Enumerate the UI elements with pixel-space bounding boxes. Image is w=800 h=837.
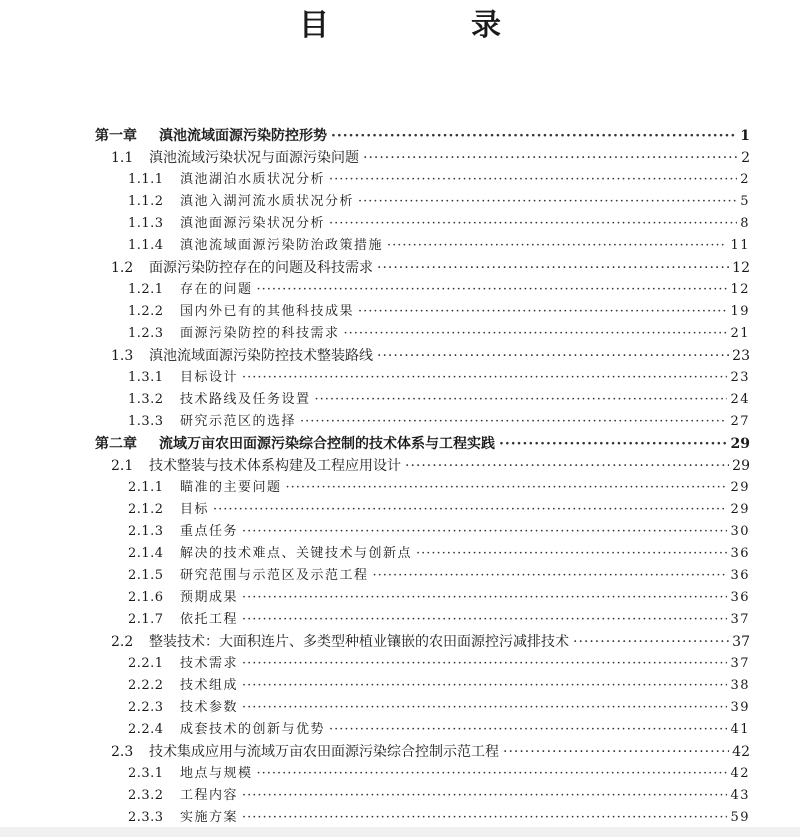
toc-entry-number: 2.2.4 xyxy=(128,722,164,737)
toc-entry-number: 1.2.2 xyxy=(128,304,164,319)
toc-entry-page: 29 xyxy=(732,458,750,474)
toc-entry-number: 1.2 xyxy=(111,260,134,276)
toc-entry-title: 技术需求 xyxy=(180,656,239,671)
toc-entry-title: 滇池流域污染状况与面源污染问题 xyxy=(149,150,359,166)
toc-entry-page: 27 xyxy=(730,414,750,429)
page-title: 目 录 xyxy=(299,8,557,43)
toc-entry-title: 解决的技术难点、关键技术与创新点 xyxy=(180,546,413,561)
toc-entry-page: 12 xyxy=(732,260,750,276)
toc-entry-title: 研究示范区的选择 xyxy=(180,414,297,429)
toc-leader-dots xyxy=(329,721,727,739)
toc-entry[interactable] xyxy=(128,189,750,211)
toc-entry-page: 59 xyxy=(730,810,750,825)
toc-entry-page: 29 xyxy=(730,436,750,452)
toc-leader-dots xyxy=(242,787,727,805)
toc-entry-title: 国内外已有的其他科技成果 xyxy=(180,304,355,319)
toc-entry-page: 8 xyxy=(740,216,750,231)
toc-entry-title: 瞄准的主要问题 xyxy=(180,480,282,495)
toc-entry[interactable] xyxy=(95,431,750,453)
toc-entry-number: 1.1.3 xyxy=(128,216,164,231)
toc-leader-dots xyxy=(242,589,727,607)
toc-entry[interactable] xyxy=(128,211,750,233)
toc-entry-number: 2.1.6 xyxy=(128,590,164,605)
toc-entry[interactable] xyxy=(128,717,750,739)
toc-entry-number: 1.3.2 xyxy=(128,392,164,407)
toc-entry-title: 工程内容 xyxy=(180,788,239,803)
toc-leader-dots xyxy=(503,743,729,761)
toc-entry-title: 整装技术：大面积连片、多类型种植业镶嵌的农田面源控污减排技术 xyxy=(149,634,569,650)
toc-entry-number: 第二章 xyxy=(95,436,137,452)
toc-entry-page: 42 xyxy=(730,766,750,781)
toc-leader-dots xyxy=(242,677,727,695)
toc-entry[interactable] xyxy=(128,695,750,717)
toc-entry[interactable] xyxy=(128,783,750,805)
toc-entry-page: 37 xyxy=(732,634,750,650)
toc-entry-number: 2.2.1 xyxy=(128,656,164,671)
toc-entry-page: 5 xyxy=(740,194,750,209)
toc-entry-number: 1.2.3 xyxy=(128,326,164,341)
toc-entry[interactable] xyxy=(128,541,750,563)
toc-entry-title: 滇池面源污染状况分析 xyxy=(180,216,326,231)
toc-entry[interactable] xyxy=(128,563,750,585)
viewer-bottom-bar xyxy=(0,827,800,837)
toc-entry-number: 1.1.1 xyxy=(128,172,164,187)
toc-entry-page: 37 xyxy=(730,612,750,627)
toc-entry[interactable] xyxy=(128,299,750,321)
toc-leader-dots xyxy=(242,611,727,629)
toc-entry-number: 2.1.5 xyxy=(128,568,164,583)
toc-entry-title: 技术参数 xyxy=(180,700,239,715)
toc-entry-number: 2.1.2 xyxy=(128,502,164,517)
toc-entry[interactable] xyxy=(128,607,750,629)
toc-leader-dots xyxy=(416,545,727,563)
toc-entry-page: 36 xyxy=(730,546,750,561)
toc-entry-number: 2.1.4 xyxy=(128,546,164,561)
toc-entry-title: 面源污染防控的科技需求 xyxy=(180,326,340,341)
toc-entry-number: 1.1.2 xyxy=(128,194,164,209)
toc-entry-title: 技术组成 xyxy=(180,678,239,693)
toc-entry-number: 2.3.3 xyxy=(128,810,164,825)
toc-leader-dots xyxy=(377,259,729,277)
toc-entry-title: 流域万亩农田面源污染综合控制的技术体系与工程实践 xyxy=(159,436,495,452)
toc-entry[interactable] xyxy=(128,673,750,695)
toc-entry[interactable] xyxy=(128,321,750,343)
toc-leader-dots xyxy=(377,347,729,365)
toc-leader-dots xyxy=(573,633,729,651)
toc-leader-dots xyxy=(286,479,728,497)
toc-entry-title: 成套技术的创新与优势 xyxy=(180,722,326,737)
toc-leader-dots xyxy=(405,457,729,475)
toc-entry-page: 19 xyxy=(730,304,750,319)
toc-entry[interactable] xyxy=(128,277,750,299)
toc-entry[interactable] xyxy=(95,123,750,145)
toc-entry[interactable] xyxy=(128,233,750,255)
toc-leader-dots xyxy=(358,303,727,321)
toc-entry-page: 23 xyxy=(732,348,750,364)
toc-entry-title: 技术整装与技术体系构建及工程应用设计 xyxy=(149,458,401,474)
toc-leader-dots xyxy=(242,523,727,541)
toc-entry-title: 实施方案 xyxy=(180,810,239,825)
toc-entry-number: 1.1.4 xyxy=(128,238,164,253)
toc-entry-number: 2.3.1 xyxy=(128,766,164,781)
toc-entry-title: 滇池流域面源污染防控技术整装路线 xyxy=(149,348,373,364)
toc-entry-page: 41 xyxy=(730,722,750,737)
toc-entry-title: 滇池入湖河流水质状况分析 xyxy=(180,194,355,209)
toc-entry-number: 第一章 xyxy=(95,128,137,144)
toc-entry-number: 2.2.3 xyxy=(128,700,164,715)
toc-entry-number: 1.3.3 xyxy=(128,414,164,429)
toc-entry-page: 29 xyxy=(730,480,750,495)
toc-entry-title: 技术路线及任务设置 xyxy=(180,392,311,407)
toc-leader-dots xyxy=(242,809,727,827)
toc-entry-number: 2.3.2 xyxy=(128,788,164,803)
toc-entry[interactable] xyxy=(111,255,750,277)
toc-entry-number: 2.1 xyxy=(111,458,134,474)
toc-entry-number: 1.1 xyxy=(111,150,134,166)
toc-entry-page: 2 xyxy=(741,150,750,166)
toc-entry-page: 2 xyxy=(740,172,750,187)
toc-entry-number: 2.3 xyxy=(111,744,134,760)
toc-entry-title: 预期成果 xyxy=(180,590,239,605)
toc-entry[interactable] xyxy=(128,805,750,827)
toc-entry[interactable] xyxy=(128,167,750,189)
toc-entry-page: 36 xyxy=(730,568,750,583)
toc-entry[interactable] xyxy=(111,453,750,475)
toc-leader-dots xyxy=(499,435,728,453)
toc-entry-title: 滇池湖泊水质状况分析 xyxy=(180,172,326,187)
toc-leader-dots xyxy=(257,281,728,299)
toc-entry-title: 依托工程 xyxy=(180,612,239,627)
toc-entry-title: 研究范围与示范区及示范工程 xyxy=(180,568,369,583)
toc-entry-page: 21 xyxy=(730,326,750,341)
toc-entry-page: 30 xyxy=(730,524,750,539)
toc-leader-dots xyxy=(387,237,727,255)
toc-entry[interactable] xyxy=(128,475,750,497)
toc-entry[interactable] xyxy=(128,365,750,387)
toc-entry-page: 36 xyxy=(730,590,750,605)
toc-leader-dots xyxy=(331,127,737,145)
toc-entry-number: 2.1.1 xyxy=(128,480,164,495)
toc-entry[interactable] xyxy=(111,739,750,761)
toc-entry-title: 存在的问题 xyxy=(180,282,253,297)
toc-leader-dots xyxy=(329,171,737,189)
toc-entry-number: 2.2.2 xyxy=(128,678,164,693)
toc-entry[interactable] xyxy=(111,145,750,167)
toc-entry[interactable] xyxy=(128,761,750,783)
toc-entry[interactable] xyxy=(128,585,750,607)
toc-leader-dots xyxy=(358,193,737,211)
toc-entry-title: 目标设计 xyxy=(180,370,239,385)
toc-entry-page: 39 xyxy=(730,700,750,715)
toc-entry[interactable] xyxy=(128,409,750,431)
toc-entry-title: 重点任务 xyxy=(180,524,239,539)
toc-entry[interactable] xyxy=(128,387,750,409)
toc-entry[interactable] xyxy=(111,629,750,651)
toc-leader-dots xyxy=(363,149,738,167)
toc-entry[interactable] xyxy=(128,651,750,673)
toc-leader-dots xyxy=(242,699,727,717)
toc-entry-number: 1.3 xyxy=(111,348,134,364)
toc-entry-page: 29 xyxy=(730,502,750,517)
toc-entry-page: 1 xyxy=(740,128,750,144)
toc-entry-page: 11 xyxy=(730,238,750,253)
toc-entry-title: 滇池流域面源污染防控形势 xyxy=(159,128,327,144)
toc-leader-dots xyxy=(344,325,728,343)
toc-entry-title: 目标 xyxy=(180,502,210,517)
toc-entry-number: 1.2.1 xyxy=(128,282,164,297)
toc-entry-page: 24 xyxy=(730,392,750,407)
toc-leader-dots xyxy=(315,391,728,409)
toc-entry-title: 面源污染防控存在的问题及科技需求 xyxy=(149,260,373,276)
toc-entry-number: 2.1.7 xyxy=(128,612,164,627)
toc-entry[interactable] xyxy=(111,343,750,365)
toc-entry-number: 2.1.3 xyxy=(128,524,164,539)
toc-entry-page: 42 xyxy=(732,744,750,760)
toc-leader-dots xyxy=(242,655,727,673)
toc-leader-dots xyxy=(213,501,727,519)
toc-entry-page: 23 xyxy=(730,370,750,385)
toc-leader-dots xyxy=(329,215,737,233)
toc-entry-page: 37 xyxy=(730,656,750,671)
toc-entry-number: 2.2 xyxy=(111,634,134,650)
toc-leader-dots xyxy=(373,567,728,585)
toc-entry-title: 地点与规模 xyxy=(180,766,253,781)
toc-leader-dots xyxy=(257,765,728,783)
toc-entry-page: 43 xyxy=(730,788,750,803)
toc-entry[interactable] xyxy=(128,519,750,541)
toc-entry[interactable] xyxy=(128,497,750,519)
toc-entry-page: 12 xyxy=(730,282,750,297)
toc-leader-dots xyxy=(242,369,727,387)
toc-entry-title: 滇池流域面源污染防治政策措施 xyxy=(180,238,384,253)
toc-entry-number: 1.3.1 xyxy=(128,370,164,385)
toc-entry-page: 38 xyxy=(730,678,750,693)
toc-leader-dots xyxy=(300,413,727,431)
toc-entry-title: 技术集成应用与流域万亩农田面源污染综合控制示范工程 xyxy=(149,744,499,760)
